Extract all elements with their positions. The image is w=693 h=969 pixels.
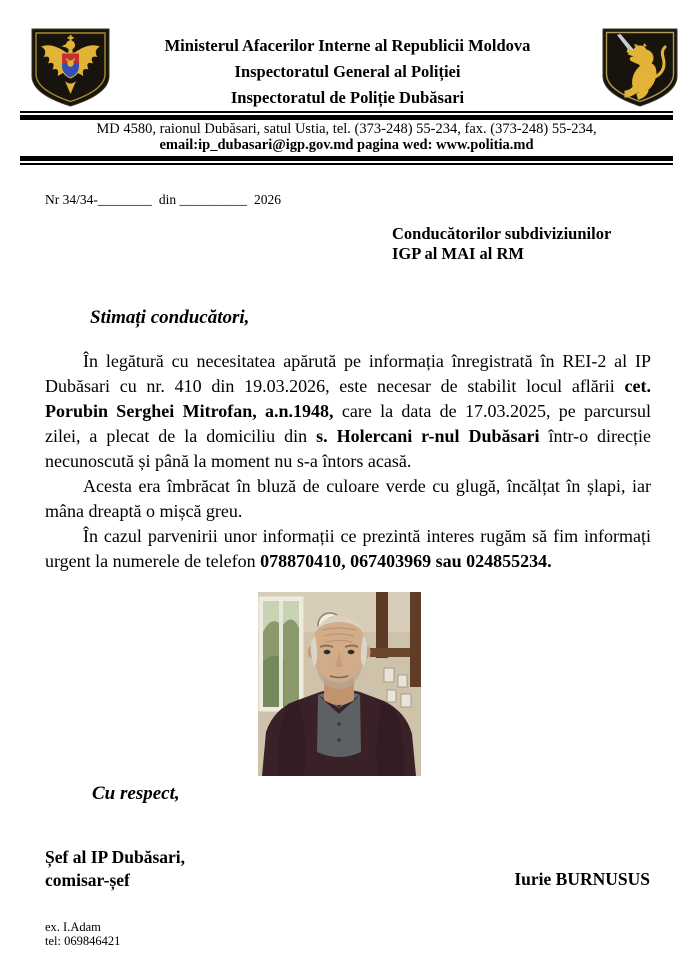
missing-person-locality: s. Holercani r-nul Dubăsari [316, 426, 540, 446]
closing-phrase: Cu respect, [92, 783, 180, 804]
addressee-line1: Conducătorilor subdiviziunilor [392, 224, 612, 243]
ref-din-label: din [158, 192, 177, 207]
signer-title-block [45, 846, 185, 892]
moldova-coat-of-arms-icon [30, 27, 111, 108]
police-lion-emblem-icon [601, 27, 679, 108]
ref-year: 2026 [254, 192, 282, 207]
inspectorate-dubasari-title: Inspectoratul de Poliție Dubăsari [230, 88, 465, 107]
signer-title-line2: comisar-șef [45, 870, 130, 890]
signer-name: Iurie BURNUSUS [514, 869, 650, 889]
addressee-line2: IGP al MAI al RM [392, 244, 524, 263]
paragraph-2: Acesta era îmbrăcat în bluză de culoare verde cu glugă, încălțat în șlapi, iar mâna dreaptă o mișcă greu. [45, 476, 651, 521]
addressee-block [392, 224, 611, 264]
ref-number-prefix: Nr 34/34- [45, 192, 98, 207]
p1-text-end: într-o direcție necunoscută și până la moment nu s-a întors acasă. [45, 426, 652, 471]
email-web-line: email:ip_dubasari@igp.gov.md pagina wed: www.politia.md [159, 137, 534, 153]
signer-title-line1: Șef al IP Dubăsari, [45, 847, 186, 867]
p1-text-mid: care la data de 17.03.2025, pe parcursul zilei, a plecat de la domiciliu din [45, 401, 652, 446]
paragraph-1 [45, 349, 651, 474]
missing-person-name: cet. Porubin Serghei Mitrofan, a.n.1948, [45, 376, 651, 421]
inspectorate-general-title: Inspectoratul General al Poliției [234, 62, 461, 81]
header-divider-top [20, 111, 673, 120]
letter-body [45, 349, 651, 574]
executor-name: ex. I.Adam [45, 920, 101, 934]
ref-blank-date: __________ [179, 192, 248, 207]
executor-phone: tel: 069846421 [45, 934, 121, 948]
paragraph-3 [45, 524, 651, 574]
header-divider-bottom [20, 156, 673, 165]
contact-strip [0, 121, 693, 153]
p3-text-start: În cazul parvenirii unor informații ce prezintă interes rugăm să fim informați urgent la numerele de telefon [45, 526, 651, 571]
missing-person-photo [258, 592, 421, 776]
address-line: MD 4580, raionul Dubăsari, satul Ustia, tel. (373-248) 55-234, fax. (373-248) 55-234, [96, 121, 597, 137]
ministry-title: Ministerul Afacerilor Interne al Republicii Moldova [164, 36, 531, 55]
contact-phone-numbers: 078870410, 067403969 sau 024855234. [260, 551, 552, 571]
reference-number-line [45, 192, 281, 208]
executor-block [45, 920, 120, 948]
letterhead-titles [115, 33, 580, 111]
p1-text-start: În legătură cu necesitatea apărută pe informația înregistrată în REI-2 al IP Dubăsari cu nr. 410 din 19.03.2026, este necesar de stabilit locul aflării [45, 351, 651, 396]
ref-blank-number: ________ [97, 192, 152, 207]
salutation: Stimați conducători, [90, 307, 250, 328]
